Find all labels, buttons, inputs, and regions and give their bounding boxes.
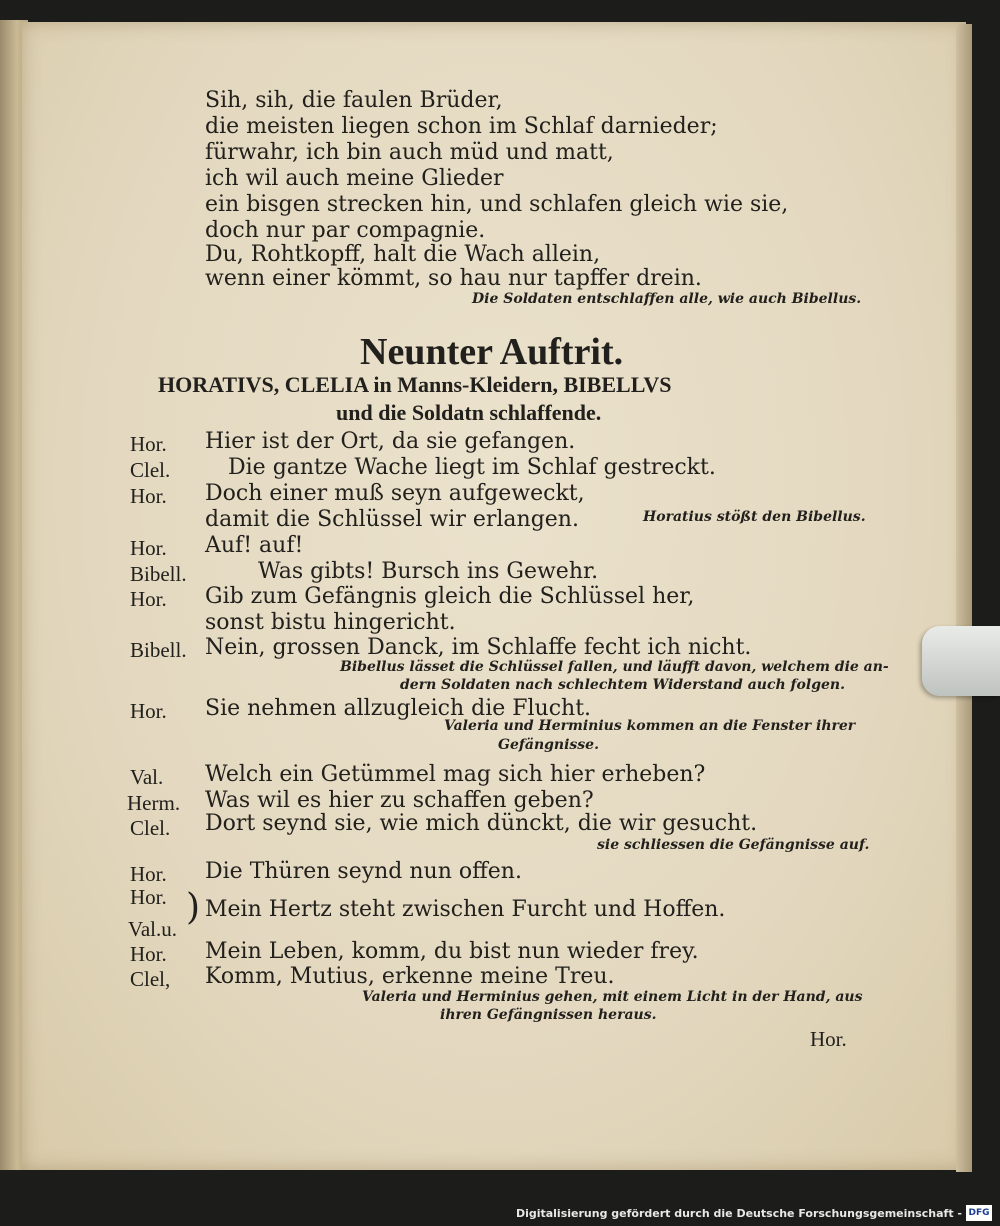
speaker: Bibell. xyxy=(130,562,187,586)
dialogue-line: Gib zum Gefängnis gleich die Schlüssel her, xyxy=(205,584,695,609)
verse-line: die meisten liegen schon im Schlaf darnieder; xyxy=(205,114,718,139)
stage-direction: Bibellus lässet die Schlüssel fallen, und läufft davon, welchem die an- xyxy=(340,659,889,675)
stage-direction: Horatius stößt den Bibellus. xyxy=(643,509,866,525)
verse-line: Sih, sih, die faulen Brüder, xyxy=(205,88,503,113)
speaker: Herm. xyxy=(127,791,181,815)
verse-line: ein bisgen strecken hin, und schlafen gleich wie sie, xyxy=(205,192,789,217)
speaker: Clel, xyxy=(130,967,171,991)
bookmark-tab[interactable] xyxy=(922,626,1000,696)
verse-line: fürwahr, ich bin auch müd und matt, xyxy=(205,140,614,165)
speaker: Hor. xyxy=(130,942,167,966)
speaker: Hor. xyxy=(130,862,167,886)
dialogue-line: Dort seynd sie, wie mich dünckt, die wir gesucht. xyxy=(205,811,758,836)
stage-direction: dern Soldaten nach schlechtem Widerstand auch folgen. xyxy=(400,677,845,693)
stage-direction: sie schliessen die Gefängnisse auf. xyxy=(597,837,870,853)
scene-cast-continued: und die Soldatn schlaffende. xyxy=(336,400,602,425)
dialogue-line: Was gibts! Bursch ins Gewehr. xyxy=(258,559,599,584)
dialogue-line: Mein Hertz steht zwischen Furcht und Hoffen. xyxy=(205,897,726,922)
joint-speaker-brace: ) xyxy=(186,887,201,928)
funding-note: Digitalisierung gefördert durch die Deutsche Forschungsgemeinschaft - xyxy=(515,1207,962,1220)
speaker: Val. xyxy=(130,765,164,789)
dfg-logo[interactable]: DFG xyxy=(966,1205,992,1221)
dialogue-line: Auf! auf! xyxy=(205,533,304,558)
speaker: Hor. xyxy=(130,587,167,611)
speaker: Clel. xyxy=(130,816,171,840)
stage-direction: ihren Gefängnissen heraus. xyxy=(440,1007,657,1023)
verse-line: doch nur par compagnie. xyxy=(205,218,486,243)
dialogue-line: sonst bistu hingericht. xyxy=(205,610,456,635)
scene-title: Neunter Auftrit. xyxy=(360,331,624,373)
speaker: Hor. xyxy=(130,885,167,909)
verse-line: wenn einer kömmt, so hau nur tapffer drein. xyxy=(205,266,702,291)
dialogue-line: Was wil es hier zu schaffen geben? xyxy=(205,788,594,813)
dialogue-line: Doch einer muß seyn aufgeweckt, xyxy=(205,481,585,506)
dialogue-line: Die Thüren seynd nun offen. xyxy=(205,859,522,884)
speaker: Val.u. xyxy=(128,917,177,941)
speaker: Hor. xyxy=(130,536,167,560)
dialogue-line: Komm, Mutius, erkenne meine Treu. xyxy=(205,964,615,989)
stage-direction: Die Soldaten entschlaffen alle, wie auch Bibellus. xyxy=(472,291,862,307)
speaker: Hor. xyxy=(130,484,167,508)
scene-cast: HORATIVS, CLELIA in Manns-Kleidern, BIBELLVS xyxy=(158,372,672,397)
dialogue-line: Hier ist der Ort, da sie gefangen. xyxy=(205,429,576,454)
dialogue-line: Nein, grossen Danck, im Schlaffe fecht ich nicht. xyxy=(205,635,752,660)
stage-direction: Gefängnisse. xyxy=(498,737,599,753)
dialogue-line: damit die Schlüssel wir erlangen. xyxy=(205,507,579,532)
stage-direction: Valeria und Herminius gehen, mit einem Licht in der Hand, aus xyxy=(362,989,863,1005)
page-right-edge xyxy=(956,24,972,1172)
speaker: Clel. xyxy=(130,458,171,482)
verse-line: ich wil auch meine Glieder xyxy=(205,166,504,191)
dialogue-line: Die gantze Wache liegt im Schlaf gestreckt. xyxy=(228,455,716,480)
dialogue-line: Welch ein Getümmel mag sich hier erheben? xyxy=(205,762,706,787)
stage-direction: Valeria und Herminius kommen an die Fenster ihrer xyxy=(444,718,856,734)
speaker: Hor. xyxy=(130,699,167,723)
dialogue-line: Mein Leben, komm, du bist nun wieder frey. xyxy=(205,939,699,964)
verse-line: Du, Rohtkopff, halt die Wach allein, xyxy=(205,242,601,267)
dialogue-line: Sie nehmen allzugleich die Flucht. xyxy=(205,696,592,721)
speaker: Hor. xyxy=(130,432,167,456)
catchword: Hor. xyxy=(810,1027,847,1051)
speaker: Bibell. xyxy=(130,638,187,662)
